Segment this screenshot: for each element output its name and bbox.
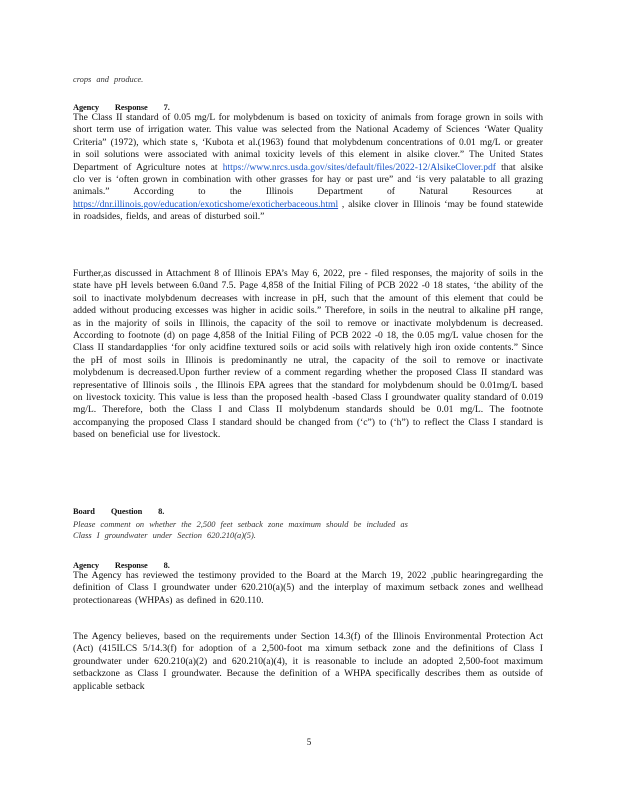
lead-text: crops and produce. xyxy=(73,75,144,84)
paragraph-text: The Class II standard of 0.05 mg/L for molybdenum is based on toxicity of animals from forage grown in soils with short term use of irrigation water. This value was selected from the National Academy of Sciences ‘Water Quality Criteria” (1972), which state s, ‘Kubota et al.(1963) found that molybdenum concentrations of 0.01 mg/L or greater in soil solutions were associated with animal toxicity levels of this element in alsike clover.” The United States Department of Agriculture notes at xyxy=(73,112,543,173)
response-8-section xyxy=(73,561,543,607)
question-8-line-2: Class I groundwater under Section 620.210(a)(5). xyxy=(73,531,256,540)
response-7-heading xyxy=(73,103,543,112)
response-8-paragraph-2: The Agency believes, based on the requirements under Section 14.3(f) of the Illinois Environmental Protection Act (Act) (415ILCS 5/14.3(f) for adoption of a 2,500-foot ma ximum setback zone and the definitions of Class I groundwater under 620.210(a)(2) and 620.210(a)(4), it is reasonable to include an adopted 2,500-foot maximum setbackzone as Class I groundwater. Because the definition of a WHPA specifically describes them as outside of applicable setback xyxy=(73,631,543,692)
heading-word-agency: Agency xyxy=(73,103,99,112)
response-8-paragraph-2-block xyxy=(73,631,543,693)
question-8-section xyxy=(73,507,543,541)
response-8-heading xyxy=(73,561,543,570)
heading-number: 8. xyxy=(163,561,170,570)
heading-word-question: Question xyxy=(110,507,143,516)
page-number: 5 xyxy=(306,737,312,747)
response-7-paragraph-2: Further,as discussed in Attachment 8 of Illinois EPA’s May 6, 2022, pre - filed responses, the majority of soils in the state have pH levels between 6.0and 7.5. Page 4,858 of the Initial Filing of PCB 2022 -0 18 states, ‘the ability of the soil to inactivate molybdenum decreases with increase in pH, such that the amount of this element that could be added without producing excesses was higher in acidic soils.” Therefore, in soils in the neutral to alkaline pH range, as in the majority of soils in Illinois, the capacity of the soil to remove or inactivate molybdenum is decreased. According to footnote (d) on page 4,858 of the Initial Filing of PCB 2022 -0 18, the 0.05 mg/L value chosen for the Class II standardapplies ‘for only acidfine textured soils or acid soils with relatively high iron oxide contents.” Since the pH of most soils in Illinois is predominantly ne utral, the capacity of the soil to remove or inactivate molybdenum is decreased.Upon further review of a comment regarding whether the proposed Class II standard was representative of Illinois soils , the Illinois EPA agrees that the standard for molybdenum should be 0.01mg/L based on livestock toxicity. This value is less than the proposed health -based Class I groundwater quality standard of 0.019 mg/L. Therefore, both the Class I and Class II molybdenum standards should be 0.01 mg/L. The footnote accompanying the proposed Class I standard should be changed from (‘c”) to (‘h”) to reflect the Class I standard is based on beneficial use for livestock. xyxy=(73,268,543,441)
response-8-paragraph-1: The Agency has reviewed the testimony provided to the Board at the March 19, 2022 ,public hearingregarding the definition of Class I groundwater under 620.210(a)(5) and the interplay of maximum setback zones and wellhead protectionareas (WHPAs) as defined in 620.110. xyxy=(73,570,543,606)
heading-word-board: Board xyxy=(73,507,95,516)
lead-line xyxy=(73,74,543,85)
heading-number: 7. xyxy=(163,103,170,112)
response-7-section xyxy=(73,103,543,224)
heading-word-agency: Agency xyxy=(73,561,99,570)
heading-number: 8. xyxy=(158,507,165,516)
response-7-paragraph-1 xyxy=(73,112,543,224)
heading-word-response: Response xyxy=(114,103,148,112)
heading-word-response: Response xyxy=(114,561,148,570)
paragraph-text: , alsike clover in Illinois ‘may be found statewide in roadsides, fields, and areas of disturbed soil.” xyxy=(73,198,543,223)
question-8-heading xyxy=(73,507,543,516)
response-7-paragraph-2-block xyxy=(73,268,543,442)
usda-link[interactable]: https://www.nrcs.usda.gov/sites/default/files/2022-12/AlsikeClover.pdf xyxy=(222,161,497,173)
paragraph-text: that alsike clo ver is ‘often grown in combination with other grasses for hay or past ure” and ‘is very palatable to all grazing animals.” According to the Illinois Department of Natural Resources at xyxy=(73,161,544,198)
question-8-line-1: Please comment on whether the 2,500 feet setback zone maximum should be included as xyxy=(73,520,408,529)
dnr-link[interactable]: https://dnr.illinois.gov/education/exoticshome/exoticherbaceous.html xyxy=(73,198,339,210)
